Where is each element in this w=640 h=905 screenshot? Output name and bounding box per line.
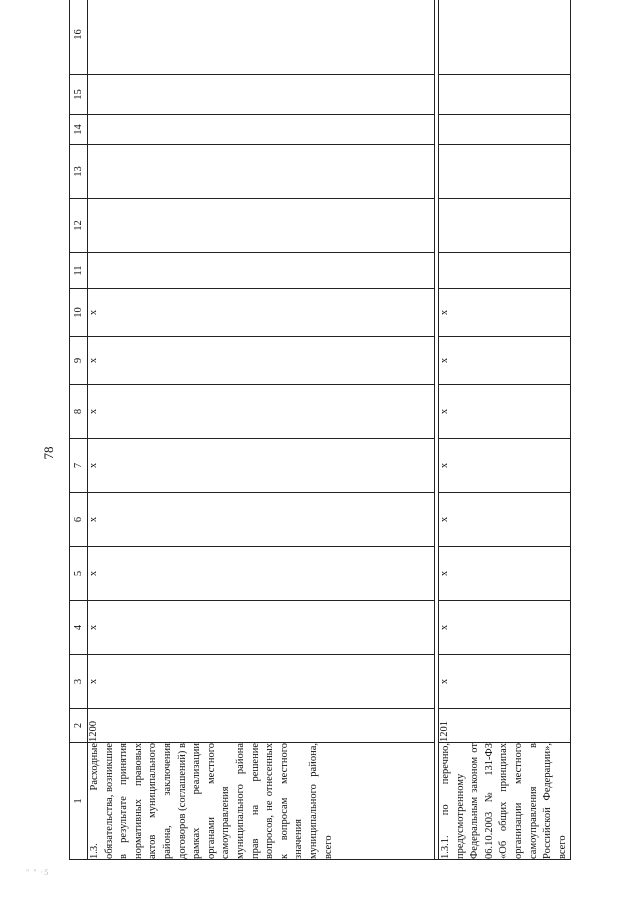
cell-col-12 bbox=[88, 199, 435, 253]
cell-col-16 bbox=[88, 0, 435, 75]
column-number-14: 14 bbox=[70, 115, 88, 145]
column-number-15: 15 bbox=[70, 75, 88, 115]
column-number-10: 10 bbox=[70, 289, 88, 337]
cell-col-10: x bbox=[88, 289, 435, 337]
column-number-9: 9 bbox=[70, 337, 88, 385]
cell-col-10: x bbox=[439, 289, 571, 337]
margin-scan-mark: " " ·5 bbox=[26, 868, 50, 877]
cell-col-4: x bbox=[439, 601, 571, 655]
cell-col-9: x bbox=[439, 337, 571, 385]
row-description: 1.3.1. по перечню, предусмотренному Федеральным законом от 06.10.2003 № 131-ФЗ «Об общих принципах организации местного самоуправления в Российской Федерации», всего bbox=[439, 743, 571, 860]
cell-col-11 bbox=[88, 253, 435, 289]
cell-col-3: x bbox=[439, 655, 571, 709]
cell-col-16 bbox=[439, 0, 571, 75]
column-number-5: 5 bbox=[70, 547, 88, 601]
cell-col-12 bbox=[439, 199, 571, 253]
cell-col-14 bbox=[439, 115, 571, 145]
cell-col-7: x bbox=[439, 439, 571, 493]
cell-col-13 bbox=[88, 145, 435, 199]
column-number-2: 2 bbox=[70, 709, 88, 743]
cell-col-7: x bbox=[88, 439, 435, 493]
cell-col-15 bbox=[439, 75, 571, 115]
row-description: 1.3. Расходные обязательства, возникшие в результате принятия нормативных правовых актов муниципального района, заключения договоров (соглашений) в рамках реализации органами местного самоуправления муниципального района прав на решение вопросов, не отнесенных к вопросам местного значения муниципального района, всего bbox=[88, 743, 435, 860]
column-number-12: 12 bbox=[70, 199, 88, 253]
cell-col-15 bbox=[88, 75, 435, 115]
column-number-7: 7 bbox=[70, 439, 88, 493]
cell-col-11 bbox=[439, 253, 571, 289]
cell-col-13 bbox=[439, 145, 571, 199]
column-number-11: 11 bbox=[70, 253, 88, 289]
cell-col-6: x bbox=[88, 493, 435, 547]
cell-col-8: x bbox=[439, 385, 571, 439]
column-number-8: 8 bbox=[70, 385, 88, 439]
cell-col-9: x bbox=[88, 337, 435, 385]
cell-col-3: x bbox=[88, 655, 435, 709]
column-number-6: 6 bbox=[70, 493, 88, 547]
column-number-1: 1 bbox=[70, 743, 88, 860]
table-row bbox=[439, 0, 571, 860]
expenditure-obligations-table bbox=[69, 0, 571, 860]
cell-col-5: x bbox=[88, 547, 435, 601]
row-code: 1201 bbox=[439, 709, 571, 743]
header-row bbox=[70, 0, 88, 860]
cell-col-6: x bbox=[439, 493, 571, 547]
rotated-table-frame bbox=[69, 29, 568, 860]
cell-col-5: x bbox=[439, 547, 571, 601]
cell-col-8: x bbox=[88, 385, 435, 439]
row-code: 1200 bbox=[88, 709, 435, 743]
column-number-4: 4 bbox=[70, 601, 88, 655]
page-number: 78 bbox=[41, 446, 56, 460]
cell-col-4: x bbox=[88, 601, 435, 655]
column-number-13: 13 bbox=[70, 145, 88, 199]
column-number-3: 3 bbox=[70, 655, 88, 709]
cell-col-14 bbox=[88, 115, 435, 145]
table-row bbox=[88, 0, 435, 860]
column-number-16: 16 bbox=[70, 0, 88, 75]
